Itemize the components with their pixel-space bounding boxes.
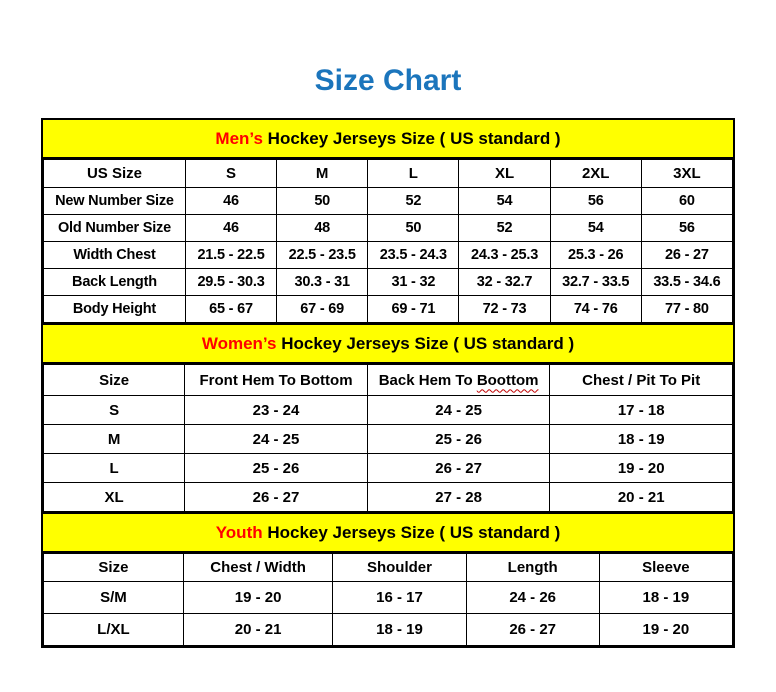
mens-cell: 32.7 - 33.5 (550, 269, 641, 296)
youth-column-header: Size (44, 554, 184, 582)
page-title: Size Chart (314, 64, 462, 97)
mens-cell: 23.5 - 24.3 (368, 242, 459, 269)
youth-cell: 19 - 20 (183, 582, 333, 614)
mens-cell: 22.5 - 23.5 (277, 242, 368, 269)
mens-column-header: 3XL (641, 160, 732, 188)
mens-cell: 32 - 32.7 (459, 269, 550, 296)
mens-row-label: Old Number Size (44, 215, 186, 242)
womens-row-label: L (44, 454, 185, 483)
mens-table-row (44, 215, 733, 242)
youth-column-header: Shoulder (333, 554, 466, 582)
womens-cell: 20 - 21 (550, 483, 733, 512)
mens-cell: 54 (550, 215, 641, 242)
mens-table-row (44, 242, 733, 269)
mens-cell: 24.3 - 25.3 (459, 242, 550, 269)
youth-section-accent-word: Youth (215, 523, 263, 542)
womens-column-header-text: Back Hem To (378, 371, 477, 389)
womens-section-header-text: Hockey Jerseys Size ( US standard ) (276, 334, 575, 353)
womens-table-row (44, 396, 733, 425)
youth-table-row (44, 582, 733, 614)
youth-column-header: Chest / Width (183, 554, 333, 582)
mens-cell: 30.3 - 31 (277, 269, 368, 296)
youth-cell: 26 - 27 (466, 614, 599, 646)
womens-cell: 25 - 26 (185, 454, 368, 483)
youth-size-table-section (43, 512, 733, 646)
womens-cell: 19 - 20 (550, 454, 733, 483)
mens-table-row (44, 188, 733, 215)
mens-cell: 26 - 27 (641, 242, 732, 269)
youth-section-header-text: Hockey Jerseys Size ( US standard ) (262, 523, 561, 542)
youth-cell: 18 - 19 (333, 614, 466, 646)
mens-cell: 50 (368, 215, 459, 242)
youth-table-row (44, 614, 733, 646)
womens-cell: 23 - 24 (185, 396, 368, 425)
youth-row-label: S/M (44, 582, 184, 614)
mens-cell: 52 (368, 188, 459, 215)
mens-cell: 33.5 - 34.6 (641, 269, 732, 296)
womens-size-table-section (43, 323, 733, 512)
womens-column-header: Front Hem To Bottom (185, 365, 368, 396)
mens-column-header: L (368, 160, 459, 188)
womens-row-label: M (44, 425, 185, 454)
mens-row-label: New Number Size (44, 188, 186, 215)
youth-column-header: Length (466, 554, 599, 582)
womens-column-header: Size (44, 365, 185, 396)
womens-cell: 25 - 26 (367, 425, 550, 454)
mens-cell: 46 (185, 215, 276, 242)
womens-row-label: XL (44, 483, 185, 512)
womens-misspelled-word: Boottom (476, 371, 539, 389)
youth-size-table (43, 553, 733, 646)
mens-row-label: Body Height (44, 296, 186, 323)
mens-column-header: XL (459, 160, 550, 188)
mens-column-header-row (44, 160, 733, 188)
womens-cell: 18 - 19 (550, 425, 733, 454)
youth-section-header (43, 512, 733, 553)
mens-column-header: S (185, 160, 276, 188)
youth-cell: 18 - 19 (599, 582, 732, 614)
youth-column-header: Sleeve (599, 554, 732, 582)
mens-cell: 60 (641, 188, 732, 215)
womens-table-row (44, 454, 733, 483)
womens-table-row (44, 483, 733, 512)
mens-cell: 77 - 80 (641, 296, 732, 323)
youth-cell: 20 - 21 (183, 614, 333, 646)
mens-cell: 67 - 69 (277, 296, 368, 323)
mens-cell: 48 (277, 215, 368, 242)
mens-column-header: 2XL (550, 160, 641, 188)
mens-cell: 69 - 71 (368, 296, 459, 323)
mens-row-label: Back Length (44, 269, 186, 296)
womens-cell: 27 - 28 (367, 483, 550, 512)
mens-cell: 65 - 67 (185, 296, 276, 323)
mens-cell: 29.5 - 30.3 (185, 269, 276, 296)
mens-cell: 25.3 - 26 (550, 242, 641, 269)
womens-size-table (43, 364, 733, 512)
womens-section-header (43, 323, 733, 364)
mens-cell: 74 - 76 (550, 296, 641, 323)
womens-row-label: S (44, 396, 185, 425)
womens-cell: 17 - 18 (550, 396, 733, 425)
youth-cell: 16 - 17 (333, 582, 466, 614)
mens-size-table (43, 159, 733, 323)
mens-cell: 21.5 - 22.5 (185, 242, 276, 269)
mens-cell: 52 (459, 215, 550, 242)
mens-column-header: US Size (44, 160, 186, 188)
mens-column-header: M (277, 160, 368, 188)
size-chart-container (41, 118, 735, 648)
womens-column-header: Chest / Pit To Pit (550, 365, 733, 396)
mens-table-row (44, 296, 733, 323)
mens-cell: 54 (459, 188, 550, 215)
mens-section-header-text: Hockey Jerseys Size ( US standard ) (262, 129, 561, 148)
youth-column-header-row (44, 554, 733, 582)
womens-cell: 24 - 25 (185, 425, 368, 454)
mens-row-label: Width Chest (44, 242, 186, 269)
youth-row-label: L/XL (44, 614, 184, 646)
youth-cell: 24 - 26 (466, 582, 599, 614)
mens-cell: 31 - 32 (368, 269, 459, 296)
womens-column-header-row (44, 365, 733, 396)
womens-cell: 26 - 27 (185, 483, 368, 512)
mens-section-header (43, 120, 733, 159)
womens-table-row (44, 425, 733, 454)
mens-cell: 56 (550, 188, 641, 215)
mens-size-table-section (43, 120, 733, 323)
mens-cell: 56 (641, 215, 732, 242)
womens-column-header (367, 365, 550, 396)
womens-cell: 24 - 25 (367, 396, 550, 425)
mens-cell: 72 - 73 (459, 296, 550, 323)
womens-cell: 26 - 27 (367, 454, 550, 483)
womens-section-accent-word: Women’s (201, 334, 277, 353)
mens-section-accent-word: Men’s (215, 129, 263, 148)
youth-cell: 19 - 20 (599, 614, 732, 646)
mens-cell: 50 (277, 188, 368, 215)
mens-table-row (44, 269, 733, 296)
mens-cell: 46 (185, 188, 276, 215)
